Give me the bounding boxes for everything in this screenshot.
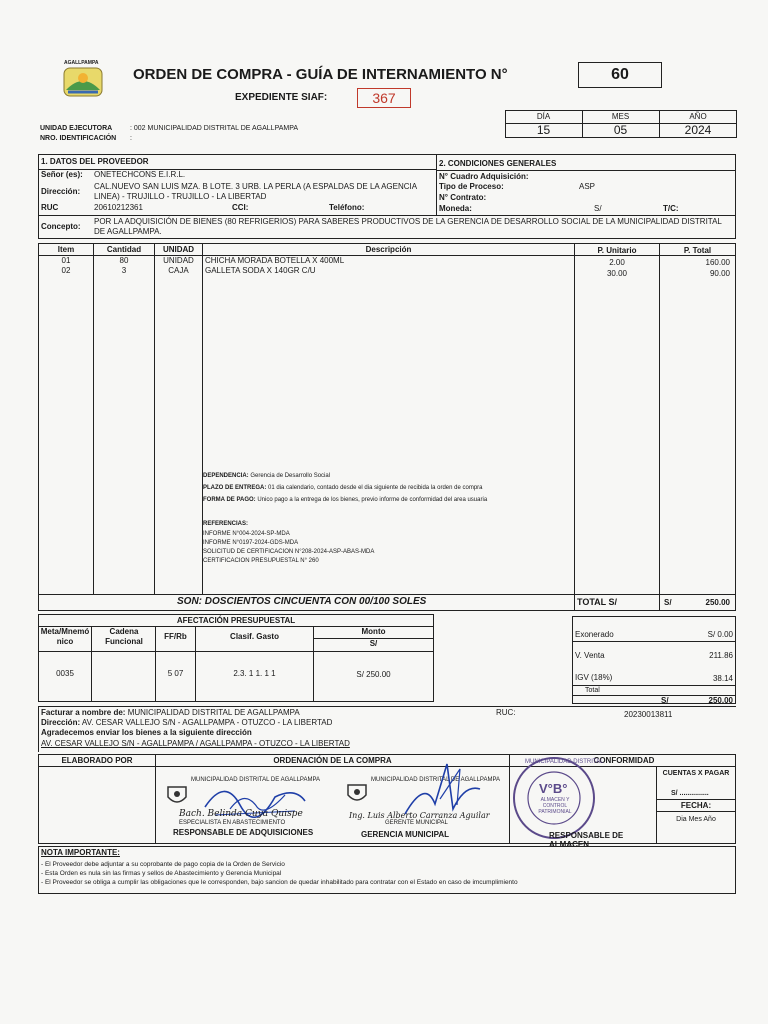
year-value: 2024 bbox=[684, 123, 712, 137]
dependencia-value: Gerencia de Desarrollo Social bbox=[250, 473, 331, 479]
stamp3-sub: ALMACEN Y CONTROL PATRIMONIAL bbox=[538, 797, 572, 815]
cuentas-label: CUENTAS X PAGAR bbox=[662, 770, 730, 777]
cuadro-label: N° Cuadro Adquisición: bbox=[439, 172, 529, 181]
senor-label: Señor (es): bbox=[41, 170, 83, 179]
stamp1-name: Bach. Belinda Cuya Quispe bbox=[179, 809, 303, 819]
invoice-direccion-label: Dirección: bbox=[41, 718, 81, 727]
exonerado-value: S/ 0.00 bbox=[707, 630, 733, 639]
logo-text: AGALLPAMPA bbox=[64, 60, 99, 66]
order-number-box bbox=[578, 62, 662, 88]
telefono-label: Teléfono: bbox=[329, 203, 365, 212]
budget-table bbox=[38, 614, 434, 702]
moneda-label: Moneda: bbox=[439, 204, 472, 213]
col-header-monto: Monto bbox=[361, 627, 386, 636]
forma-label: FORMA DE PAGO: bbox=[203, 497, 256, 503]
conformidad-title: CONFORMIDAD bbox=[593, 756, 655, 765]
facturar-line bbox=[41, 708, 300, 717]
elaborado-title: ELABORADO POR bbox=[61, 756, 133, 765]
plazo-line bbox=[203, 482, 573, 494]
signature-stamp-adquisiciones bbox=[165, 773, 325, 839]
signatures-section bbox=[38, 754, 736, 849]
dependencia-label: DEPENDENCIA: bbox=[203, 473, 249, 479]
table-row-2-descripcion: GALLETA SODA X 140GR C/U bbox=[205, 266, 316, 275]
table-row-2-unidad: CAJA bbox=[168, 266, 189, 275]
facturar-label: Facturar a nombre de: bbox=[41, 708, 126, 717]
ruc-value: 20610212361 bbox=[94, 203, 143, 212]
stamp1-caption: RESPONSABLE DE ADQUISICIONES bbox=[173, 828, 314, 837]
expediente-value: 367 bbox=[372, 90, 396, 106]
expediente-label: EXPEDIENTE SIAF: bbox=[235, 92, 328, 103]
stamp2-role: GERENTE MUNICIPAL bbox=[385, 820, 448, 826]
col-header-ff: FF/Rb bbox=[164, 632, 187, 641]
table-row-2-item: 02 bbox=[61, 266, 71, 275]
agradecemos-text: Agradecemos enviar los bienes a la siguiente dirección bbox=[41, 728, 252, 737]
table-row-1-item: 01 bbox=[61, 256, 71, 265]
note-item: - Esta Orden es nula sin las firmas y sellos de Abastecimiento y Gerencia Municipal bbox=[41, 870, 282, 877]
nro-identificacion-label: NRO. IDENTIFICACIÓN bbox=[40, 135, 117, 142]
invoice-block bbox=[38, 706, 736, 752]
nro-identificacion-value: : bbox=[130, 135, 132, 142]
conditions-section-title: 2. CONDICIONES GENERALES bbox=[439, 159, 557, 168]
invoice-direccion-value: AV. CESAR VALLEJO S/N - AGALLPAMPA - OTUZCO - LA LIBERTAD bbox=[81, 718, 333, 727]
cci-label: CCI: bbox=[232, 203, 249, 212]
page-title: ORDEN DE COMPRA - GUÍA DE INTERNAMIENTO N° bbox=[133, 66, 508, 83]
concepto-value: POR LA ADQUISICIÓN DE BIENES (80 REFRIGERIOS) PARA SABERES PRODUCTIVOS DE LA GERENCIA DE DESARROLLO SOCIAL DE LA MUNICIPALIDAD DISTRITAL DE AGALLPAMPA. bbox=[94, 217, 722, 236]
year-label: AÑO bbox=[689, 112, 707, 121]
senor-value: ONETECHCONS E.I.R.L. bbox=[94, 170, 186, 179]
table-row-1-unitario: 2.00 bbox=[609, 258, 625, 267]
stamp3-ring: MUNICIPALIDAD DISTRITAL bbox=[525, 759, 604, 765]
invoice-direccion-line bbox=[41, 718, 332, 727]
igv-value: 38.14 bbox=[712, 674, 733, 683]
table-row-1-total: 160.00 bbox=[705, 258, 730, 267]
tc-label: T/C: bbox=[663, 204, 679, 213]
cuentas-value: S/ ............... bbox=[671, 790, 709, 797]
summary-total-currency: S/ bbox=[661, 696, 669, 705]
table-row-2-total: 90.00 bbox=[709, 269, 730, 278]
facturar-value: MUNICIPALIDAD DISTRITAL DE AGALLPAMPA bbox=[127, 708, 300, 717]
stamp2-caption: GERENCIA MUNICIPAL bbox=[361, 830, 449, 839]
invoice-ruc-value: 20230013811 bbox=[624, 710, 673, 719]
col-header-clasif: Clasif. Gasto bbox=[230, 632, 279, 641]
referencias-label: REFERENCIAS: bbox=[203, 521, 249, 527]
col-header-item: Item bbox=[57, 245, 75, 254]
month-value: 05 bbox=[613, 123, 628, 137]
tipo-label: Tipo de Proceso: bbox=[439, 182, 504, 191]
notes-section bbox=[38, 846, 736, 894]
note-item: - El Proveedor debe adjuntar a su coprobante de pago copia de la Orden de Servicio bbox=[41, 861, 285, 868]
unidad-ejecutora-label: UNIDAD EJECUTORA bbox=[40, 125, 113, 132]
table-row-1-cantidad: 80 bbox=[119, 256, 129, 265]
unidad-ejecutora-value: : 002 MUNICIPALIDAD DISTRITAL DE AGALLPAMPA bbox=[130, 125, 299, 132]
envio-value: AV. CESAR VALLEJO S/N - AGALLPAMPA / AGALLPAMPA - OTUZCO - LA LIBERTAD bbox=[41, 739, 350, 748]
notes-list bbox=[41, 860, 518, 887]
summary-total-label: Total bbox=[585, 687, 600, 694]
fecha-label: FECHA: bbox=[680, 801, 712, 810]
col-header-unidad: UNIDAD bbox=[162, 245, 195, 254]
total-currency: S/ bbox=[664, 598, 672, 607]
stamp1-header: MUNICIPALIDAD DISTRITAL DE AGALLPAMPA bbox=[191, 777, 321, 783]
note-item: - El Proveedor se obliga a cumplir las obligaciones que le corresponden, bajo sancion de quedar inhabilitado para contratar con el Estado en caso de imcumplimiento bbox=[41, 879, 518, 886]
col-header-cadena: Cadena Funcional bbox=[105, 627, 143, 646]
venta-label: V. Venta bbox=[575, 651, 605, 660]
referencia-item: SOLICITUD DE CERTIFICACION N°208-2024-ASP-ABAS-MDA bbox=[203, 549, 375, 555]
date-box bbox=[505, 110, 737, 138]
signature-scribble-icon bbox=[385, 759, 505, 819]
total-label: TOTAL S/ bbox=[577, 597, 618, 607]
summary-box bbox=[572, 616, 736, 704]
expediente-box bbox=[357, 88, 411, 108]
referencia-item: CERTIFICACION PRESUPUESTAL N° 260 bbox=[203, 558, 319, 564]
col-header-meta: Meta/Mnemónico bbox=[40, 627, 90, 646]
fecha-value: Dia Mes Año bbox=[676, 816, 716, 823]
shield-emblem-icon bbox=[345, 783, 369, 805]
col-header-cantidad: Cantidad bbox=[106, 245, 142, 254]
col-header-punitario: P. Unitario bbox=[597, 246, 637, 255]
col-header-ptotal: P. Total bbox=[683, 246, 712, 255]
stamp2-name: Ing. Luis Alberto Carranza Aguilar bbox=[349, 811, 490, 820]
order-number: 60 bbox=[611, 66, 629, 83]
igv-label: IGV (18%) bbox=[575, 673, 613, 682]
logo-emblem-icon bbox=[60, 62, 106, 102]
son-text: SON: DOSCIENTOS CINCUENTA CON 00/100 SOLES bbox=[177, 596, 427, 607]
tipo-value: ASP bbox=[579, 182, 596, 191]
venta-value: 211.86 bbox=[709, 651, 733, 660]
referencia-item: INFORME N°004-2024-SP-MDA bbox=[203, 531, 290, 537]
provider-section bbox=[38, 154, 736, 239]
col-header-descripcion: Descripción bbox=[365, 245, 412, 254]
plazo-label: PLAZO DE ENTREGA: bbox=[203, 485, 267, 491]
day-label: DÍA bbox=[536, 112, 551, 121]
provider-section-title: 1. DATOS DEL PROVEEDOR bbox=[41, 157, 149, 166]
exonerado-label: Exonerado bbox=[575, 630, 614, 639]
stamp2-header: MUNICIPALIDAD DISTRITAL DE AGALLPAMPA bbox=[371, 777, 501, 783]
table-row-1-unidad: UNIDAD bbox=[163, 256, 194, 265]
notes-title: NOTA IMPORTANTE: bbox=[41, 848, 120, 857]
items-table bbox=[38, 243, 736, 611]
forma-line bbox=[203, 494, 573, 506]
stamp3-caption: RESPONSABLE DE ALMACEN bbox=[549, 831, 624, 849]
contrato-label: N° Contrato: bbox=[439, 193, 487, 202]
direccion-label: Dirección: bbox=[41, 187, 81, 196]
ordenacion-title: ORDENACIÓN DE LA COMPRA bbox=[273, 756, 392, 765]
table-row-2-unitario: 30.00 bbox=[606, 269, 628, 278]
concepto-label: Concepto: bbox=[41, 222, 81, 231]
ruc-label: RUC bbox=[41, 203, 59, 212]
stamp3-center: V°B° bbox=[539, 781, 568, 796]
moneda-value: S/ bbox=[594, 204, 602, 213]
budget-clasif-value: 2.3. 1 1. 1 1 bbox=[233, 669, 276, 678]
budget-section-title: AFECTACIÓN PRESUPUESTAL bbox=[176, 616, 296, 625]
plazo-value: 01 dia calendario, contado desde el dia siguiente de recibida la orden de compra bbox=[268, 485, 483, 491]
referencia-item: INFORME N°0197-2024-GDS-MDA bbox=[203, 540, 299, 546]
dependencia-line bbox=[203, 470, 573, 482]
table-row-2-cantidad: 3 bbox=[121, 266, 127, 275]
budget-ff-value: 5 07 bbox=[167, 669, 184, 678]
table-row-1-descripcion: CHICHA MORADA BOTELLA X 400ML bbox=[205, 256, 345, 265]
total-value: 250.00 bbox=[705, 598, 730, 607]
signature-stamp-gerencia bbox=[345, 773, 509, 839]
invoice-ruc-label: RUC: bbox=[496, 708, 516, 717]
month-label: MES bbox=[611, 112, 630, 121]
summary-total-value: 250.00 bbox=[708, 696, 733, 705]
direccion-value: CAL.NUEVO SAN LUIS MZA. B LOTE. 3 URB. LA PERLA (A ESPALDAS DE LA AGENCIA LINEA) - TRUJILLO - TRUJILLO - LA LIBERTAD bbox=[94, 182, 417, 201]
day-value: 15 bbox=[536, 123, 551, 137]
budget-monto-value: S/ 250.00 bbox=[356, 670, 391, 679]
col-header-monto-currency: S/ bbox=[369, 639, 378, 648]
forma-value: Unico pago a la entrega de los bienes, previo informe de conformidad del area usuaria bbox=[257, 497, 488, 503]
budget-meta-value: 0035 bbox=[56, 669, 74, 678]
municipality-logo bbox=[60, 62, 106, 102]
stamp1-role: ESPECIALISTA EN ABASTECIMIENTO bbox=[179, 820, 286, 826]
details-block bbox=[203, 470, 573, 566]
